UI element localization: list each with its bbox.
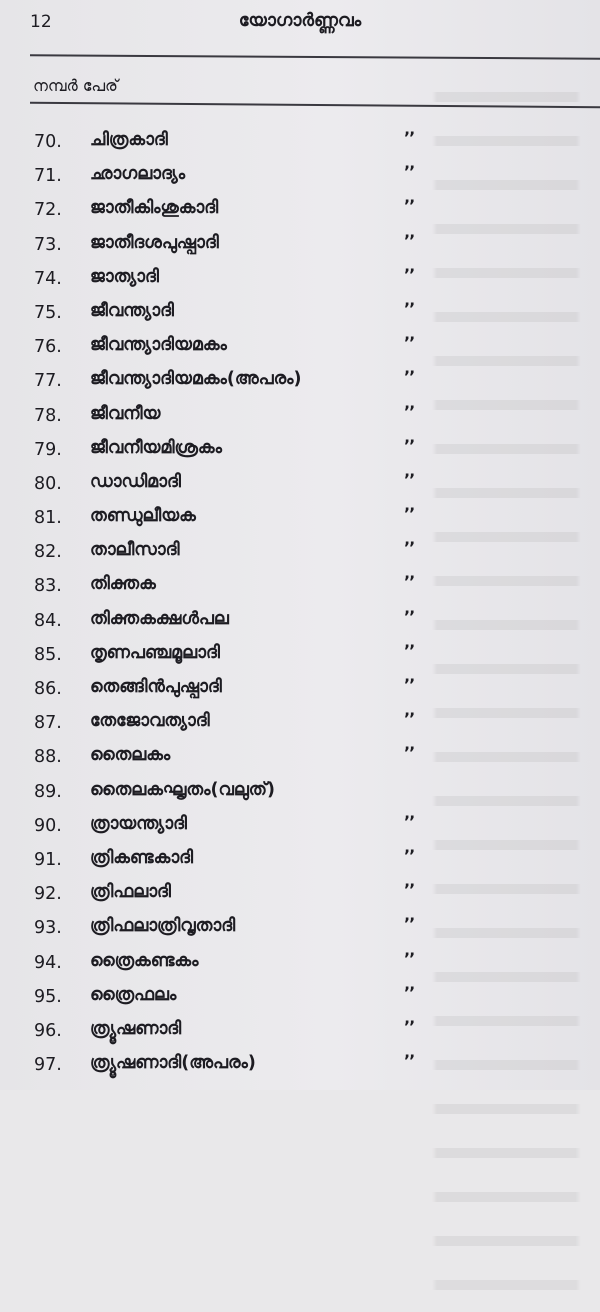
ditto-mark: ’’ (404, 401, 415, 421)
column-header: നമ്പർ പേര് (33, 76, 118, 95)
entry-name: താലീസാദി (90, 540, 180, 561)
book-title: യോഗാർണ്ണവം (238, 10, 362, 31)
entry-number: 89. (34, 781, 62, 802)
list-item (0, 812, 600, 846)
list-item (0, 265, 600, 299)
entry-name: ത്രൈഫലം (90, 984, 177, 1005)
entry-number: 74. (34, 268, 62, 289)
entry-number: 92. (34, 884, 62, 905)
entry-name: ജീവന്ത്യാദി (90, 300, 174, 321)
ditto-mark: ’’ (404, 1016, 415, 1036)
list-item (0, 538, 600, 572)
entry-list (0, 128, 600, 1085)
entry-name: ജാതീകിംശുകാദി (90, 198, 219, 219)
ditto-mark: ’’ (404, 162, 415, 182)
ditto-mark: ’’ (404, 538, 415, 558)
ditto-mark: ’’ (404, 333, 415, 353)
list-item (0, 607, 600, 641)
list-item (0, 402, 600, 436)
page-number: 12 (30, 12, 52, 32)
entry-number: 86. (34, 679, 62, 699)
ditto-mark: ’’ (404, 298, 415, 318)
entry-name: തെങ്ങിൻപുഷ്പാദി (90, 677, 222, 697)
entry-name: ത്രായന്ത്യാദി (90, 813, 187, 834)
ditto-mark: ’’ (404, 709, 415, 729)
list-item (0, 128, 600, 162)
entry-name: ഛാഗലാദ്യം (90, 164, 186, 185)
entry-number: 84. (34, 610, 62, 631)
ditto-mark: ’’ (404, 435, 415, 455)
entry-number: 73. (34, 234, 62, 255)
list-item (0, 675, 600, 709)
ditto-mark: ’’ (404, 196, 415, 216)
entry-name: തൈലകം (90, 745, 171, 766)
ditto-mark: ’’ (404, 572, 415, 592)
entry-name: ജീവന്ത്യാദിയമകം (90, 335, 227, 356)
list-item (0, 1017, 600, 1051)
list-item (0, 196, 600, 230)
entry-name: ജീവനീയമിശ്രകം (90, 437, 222, 458)
entry-number: 77. (34, 371, 62, 392)
entry-name: ജീവന്ത്യാദിയമകം(അപരം) (90, 369, 302, 390)
entry-number: 83. (34, 576, 62, 597)
list-item (0, 709, 600, 743)
entry-number: 97. (34, 1055, 62, 1076)
list-item (0, 470, 600, 504)
ditto-mark: ’’ (404, 504, 415, 524)
entry-number: 71. (34, 166, 62, 187)
list-item (0, 333, 600, 367)
entry-name: ഡാഡിമാദി (90, 471, 181, 492)
ditto-mark: ’’ (404, 675, 415, 694)
ditto-mark: ’’ (404, 743, 415, 763)
entry-name: തണ്ഡുലീയക (90, 506, 196, 527)
ditto-mark: ’’ (404, 606, 415, 626)
ditto-mark: ’’ (404, 1051, 415, 1071)
entry-number: 96. (34, 1020, 62, 1041)
list-item (0, 846, 600, 880)
entry-number: 91. (34, 849, 62, 870)
entry-name: തേജോവത്യാദി (90, 711, 210, 732)
entry-name: തൈലകഘൃതം(വലുത്) (90, 779, 276, 800)
ditto-mark: ’’ (404, 264, 415, 284)
ditto-mark: ’’ (404, 880, 415, 900)
entry-name: ജാതീദശപുഷ്പാദി (90, 232, 219, 253)
ditto-mark: ’’ (404, 640, 415, 660)
entry-name: ത്രികണ്ടകാദി (90, 847, 194, 868)
entry-name: ത്ര്യൂഷണാദി(അപരം) (90, 1053, 256, 1074)
ditto-mark: ’’ (404, 914, 415, 934)
list-item (0, 231, 600, 265)
entry-name: ചിത്രകാദി (90, 130, 168, 150)
list-item (0, 367, 600, 401)
entry-name: തിക്തക (90, 574, 156, 595)
ditto-mark: ’’ (404, 367, 415, 387)
list-item (0, 983, 600, 1017)
list-item (0, 162, 600, 196)
ditto-mark: ’’ (404, 128, 415, 147)
entry-number: 87. (34, 713, 62, 734)
header-rule (30, 54, 600, 59)
list-item (0, 1051, 600, 1085)
ditto-mark: ’’ (404, 845, 415, 865)
entry-name: ത്രിഫലാദി (90, 882, 171, 903)
list-item (0, 436, 600, 470)
list-item (0, 949, 600, 983)
entry-number: 82. (34, 542, 62, 563)
entry-name: തൃണപഞ്ചമൂലാദി (90, 642, 220, 663)
ditto-mark: ’’ (404, 230, 415, 250)
list-item (0, 778, 600, 812)
entry-name: ത്രിഫലാത്രിവൃതാദി (90, 916, 236, 937)
entry-number: 70. (34, 132, 62, 152)
list-item (0, 743, 600, 777)
entry-number: 88. (34, 747, 62, 768)
column-header-rule (30, 102, 600, 108)
list-item (0, 299, 600, 333)
list-item (0, 880, 600, 914)
list-item (0, 572, 600, 606)
entry-number: 75. (34, 302, 62, 323)
entry-number: 76. (34, 337, 62, 358)
entry-number: 95. (34, 986, 62, 1007)
entry-number: 81. (34, 508, 62, 529)
entry-number: 80. (34, 473, 62, 494)
list-item (0, 504, 600, 538)
ditto-mark: ’’ (404, 469, 415, 489)
entry-number: 72. (34, 200, 62, 221)
entry-name: ത്ര്യൂഷണാദി (90, 1018, 182, 1039)
entry-name: ത്രൈകണ്ടകം (90, 950, 199, 971)
list-item (0, 641, 600, 675)
ditto-mark: ’’ (404, 982, 415, 1002)
entry-number: 78. (34, 405, 62, 426)
entry-number: 93. (34, 918, 62, 939)
entry-number: 85. (34, 644, 62, 665)
list-item (0, 914, 600, 948)
entry-number: 90. (34, 815, 62, 836)
entry-name: ജീവനീയ (90, 403, 161, 424)
entry-number: 94. (34, 952, 62, 973)
entry-name: തിക്തകക്ഷൾപല (90, 608, 229, 629)
entry-number: 79. (34, 439, 62, 460)
ditto-mark: ’’ (404, 811, 415, 831)
entry-name: ജാത്യാദി (90, 266, 159, 287)
ditto-mark: ’’ (404, 948, 415, 968)
